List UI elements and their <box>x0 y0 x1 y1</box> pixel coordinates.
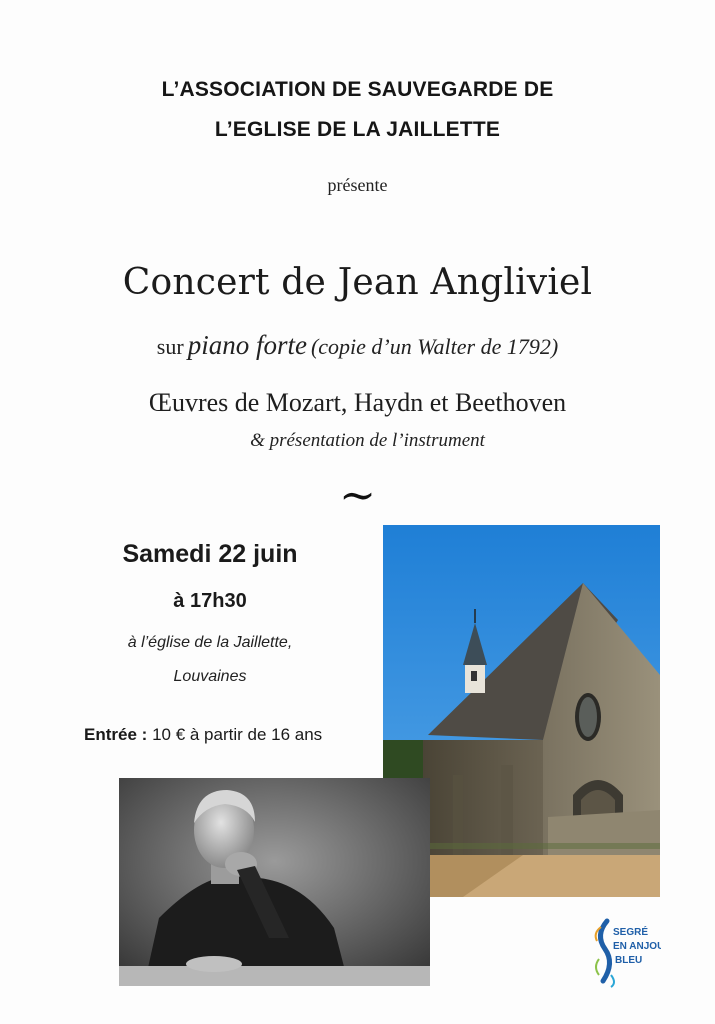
logo-icon <box>591 915 661 990</box>
event-town: Louvaines <box>173 668 247 685</box>
instrument-name: piano forte <box>187 330 307 360</box>
logo-text-2: EN ANJOU <box>613 941 661 952</box>
organizer-line-1: L’ASSOCIATION DE SAUVEGARDE DE <box>161 78 554 101</box>
entry-value: 10 € à partir de 16 ans <box>152 725 323 744</box>
logo-text-1: SEGRÉ <box>613 927 649 938</box>
instrument-line <box>0 330 715 361</box>
entry-price <box>84 725 322 745</box>
logo-text-3: BLEU <box>615 955 643 966</box>
separator-tilde: ~ <box>339 470 376 521</box>
entry-label: Entrée <box>84 725 137 744</box>
portrait-illustration <box>119 778 430 986</box>
concert-title: Concert de Jean Angliviel <box>122 262 593 303</box>
entry-separator: : <box>141 725 148 744</box>
works-line: Œuvres de Mozart, Haydn et Beethoven <box>148 388 567 417</box>
instrument-note: (copie d’un Walter de 1792) <box>310 334 559 359</box>
event-venue: à l’église de la Jaillette, <box>127 634 293 651</box>
event-time: à 17h30 <box>173 590 247 612</box>
segre-en-anjou-bleu-logo <box>591 915 661 990</box>
portrait-photo <box>119 778 430 986</box>
presentation-line: & présentation de l’instrument <box>250 430 485 451</box>
organizer-line-2: L’EGLISE DE LA JAILLETTE <box>214 118 501 141</box>
instrument-prefix: sur <box>156 334 184 359</box>
event-date: Samedi 22 juin <box>122 540 298 568</box>
presents-text: présente <box>327 175 388 195</box>
